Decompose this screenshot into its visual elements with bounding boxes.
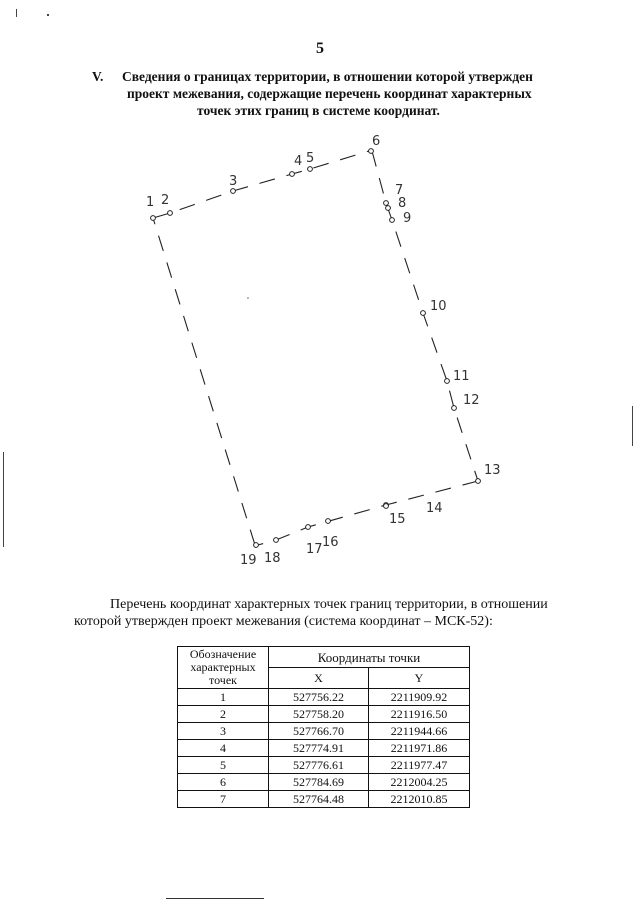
boundary-point-12 xyxy=(452,406,457,411)
boundary-point-3 xyxy=(231,189,236,194)
scan-mark-top-2 xyxy=(47,14,49,16)
cell-x: 527766.70 xyxy=(269,723,369,740)
scan-mark-top-1 xyxy=(16,9,17,17)
table-row xyxy=(178,706,470,723)
cell-x: 527776.61 xyxy=(269,757,369,774)
boundary-point-18 xyxy=(274,538,279,543)
table-row xyxy=(178,723,470,740)
point-label-14: 14 xyxy=(426,501,443,516)
table-header-row xyxy=(178,647,470,668)
point-label-8: 8 xyxy=(398,196,407,211)
scan-mark-right xyxy=(632,406,633,446)
cell-x: 527756.22 xyxy=(269,689,369,706)
point-label-12: 12 xyxy=(463,393,480,408)
boundary-east xyxy=(372,151,478,481)
footer-rule xyxy=(166,898,264,899)
boundary-point-5 xyxy=(308,167,313,172)
cell-y: 2211971.86 xyxy=(368,740,469,757)
boundary-point-10 xyxy=(421,311,426,316)
cell-point: 1 xyxy=(178,689,269,706)
cell-point: 7 xyxy=(178,791,269,808)
point-label-5: 5 xyxy=(306,151,315,166)
cell-y: 2211909.92 xyxy=(368,689,469,706)
boundary-west xyxy=(153,218,255,545)
cell-y: 2212004.25 xyxy=(368,774,469,791)
cell-point: 6 xyxy=(178,774,269,791)
table-row xyxy=(178,740,470,757)
section-number: V. xyxy=(92,69,104,84)
boundary-point-4 xyxy=(290,172,295,177)
boundary-point-2 xyxy=(168,211,173,216)
boundary-point-15 xyxy=(384,504,389,509)
header-point-label: Обозначение характерных точек xyxy=(178,647,269,689)
point-label-13: 13 xyxy=(484,463,501,478)
cell-point: 4 xyxy=(178,740,269,757)
point-label-6: 6 xyxy=(372,134,381,149)
coordinates-intro xyxy=(74,596,594,630)
boundary-point-9 xyxy=(390,218,395,223)
section-title-line-3: точек этих границ в системе координат. xyxy=(197,103,440,118)
boundary-north xyxy=(153,151,369,218)
cell-point: 2 xyxy=(178,706,269,723)
point-label-3: 3 xyxy=(229,174,238,189)
cell-y: 2211916.50 xyxy=(368,706,469,723)
intro-line-2: которой утвержден проект межевания (система координат – МСК-52): xyxy=(74,614,493,629)
boundary-point-11 xyxy=(445,379,450,384)
point-label-11: 11 xyxy=(453,369,470,384)
cell-y: 2211977.47 xyxy=(368,757,469,774)
point-label-17: 17 xyxy=(306,542,323,557)
point-label-4: 4 xyxy=(294,154,303,169)
boundary-point-1 xyxy=(151,216,156,221)
coordinates-table xyxy=(177,646,470,808)
point-label-1: 1 xyxy=(146,195,155,210)
table-row xyxy=(178,689,470,706)
point-label-15: 15 xyxy=(389,512,406,527)
point-label-2: 2 xyxy=(161,193,170,208)
point-label-10: 10 xyxy=(430,299,447,314)
cell-x: 527764.48 xyxy=(269,791,369,808)
header-x: X xyxy=(269,668,369,689)
section-title-line-1: Сведения о границах территории, в отношении которой утвержден xyxy=(122,69,533,84)
page-number: 5 xyxy=(316,40,324,57)
cell-y: 2211944.66 xyxy=(368,723,469,740)
section-title-line-2: проект межевания, содержащие перечень координат характерных xyxy=(127,86,532,101)
boundary-point-7 xyxy=(384,201,389,206)
point-label-7: 7 xyxy=(395,183,404,198)
cell-x: 527758.20 xyxy=(269,706,369,723)
boundary-point-16 xyxy=(306,525,311,530)
table-row xyxy=(178,791,470,808)
point-label-16: 16 xyxy=(322,535,339,550)
scan-speck xyxy=(247,297,249,299)
cell-x: 527774.91 xyxy=(269,740,369,757)
intro-line-1: Перечень координат характерных точек границ территории, в отношении xyxy=(110,597,548,612)
point-label-9: 9 xyxy=(403,211,412,226)
cell-point: 3 xyxy=(178,723,269,740)
point-label-18: 18 xyxy=(264,551,281,566)
boundary-point-17 xyxy=(326,519,331,524)
boundary-point-6 xyxy=(369,149,374,154)
table-row xyxy=(178,774,470,791)
boundary-point-19 xyxy=(254,543,259,548)
boundary-point-8 xyxy=(386,206,391,211)
boundary-south xyxy=(258,481,478,545)
cell-y: 2212010.85 xyxy=(368,791,469,808)
table-row xyxy=(178,757,470,774)
cell-x: 527784.69 xyxy=(269,774,369,791)
point-label-19: 19 xyxy=(240,553,257,568)
header-y: Y xyxy=(368,668,469,689)
cell-point: 5 xyxy=(178,757,269,774)
scan-mark-left xyxy=(3,452,4,547)
header-coordinates: Координаты точки xyxy=(269,647,470,668)
boundary-point-13 xyxy=(476,479,481,484)
